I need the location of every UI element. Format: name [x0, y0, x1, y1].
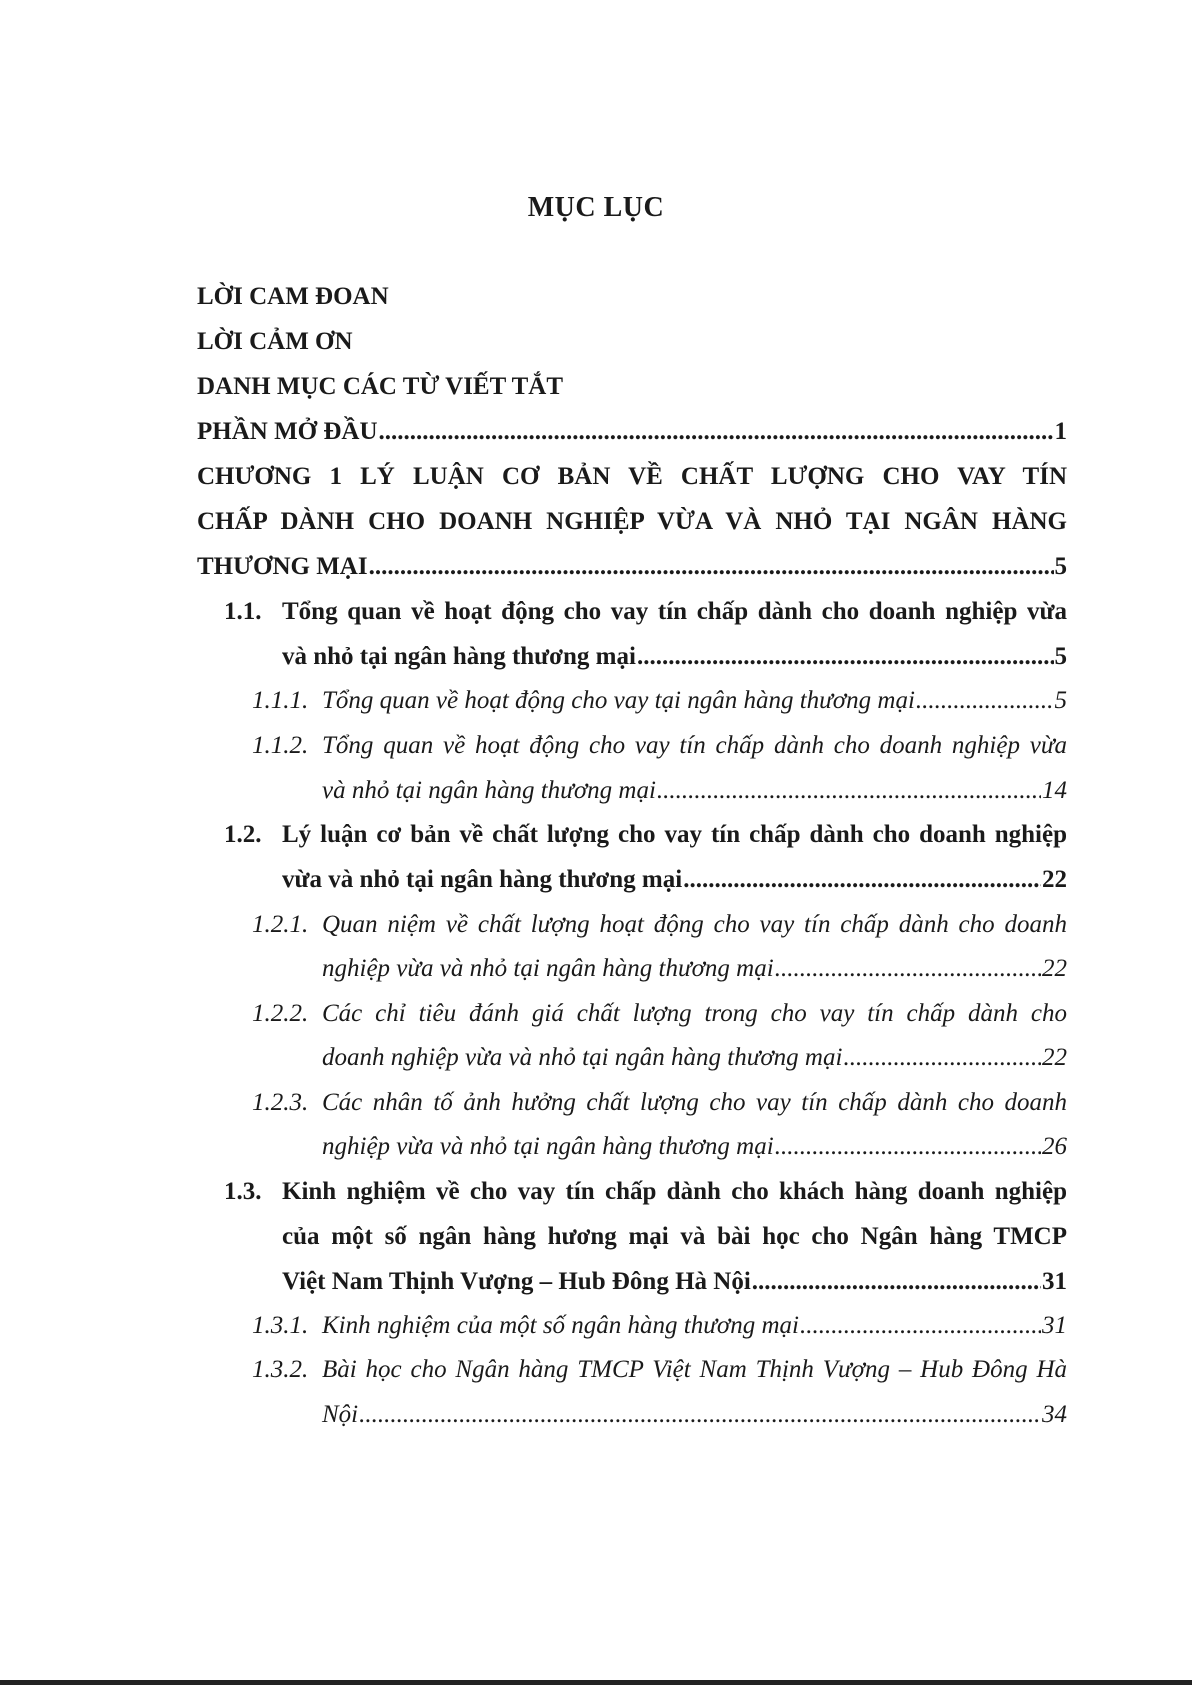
bottom-edge-rule [0, 1680, 1192, 1685]
page-number: 22 [1042, 866, 1067, 893]
subsection-1-3-2-line1[interactable]: Bài học cho Ngân hàng TMCP Việt Nam Thịnh Vượng – Hub Đông Hà [322, 1356, 1067, 1383]
leader-dots [657, 776, 1041, 806]
section-1-2-line2[interactable] [282, 865, 1067, 895]
leader-dots [800, 1311, 1041, 1341]
toc-entry-loi-cam-on[interactable]: LỜI CẢM ƠN [197, 328, 353, 355]
page-number: 5 [1054, 643, 1067, 670]
leader-dots [916, 686, 1054, 716]
page-number: 34 [1042, 1401, 1067, 1428]
section-number: 1.3. [224, 1178, 262, 1205]
section-1-3-line1[interactable]: Kinh nghiệm về cho vay tín chấp dành cho khách hàng doanh nghiệp [282, 1178, 1067, 1205]
entry-text: nghiệp vừa và nhỏ tại ngân hàng thương mại [322, 955, 774, 982]
leader-dots [359, 1400, 1041, 1430]
section-1-2-line1[interactable]: Lý luận cơ bản về chất lượng cho vay tín chấp dành cho doanh nghiệp [282, 821, 1067, 848]
page-number: 1 [1054, 418, 1067, 445]
page-number: 22 [1042, 955, 1067, 982]
page-number: 31 [1042, 1312, 1067, 1339]
subsection-number: 1.2.1. [252, 911, 309, 938]
subsection-number: 1.2.2. [252, 1000, 309, 1027]
entry-text: vừa và nhỏ tại ngân hàng thương mại [282, 866, 683, 893]
section-1-3-line3[interactable] [282, 1267, 1067, 1297]
entry-text: và nhỏ tại ngân hàng thương mại [322, 777, 656, 804]
subsection-1-2-2-line1[interactable]: Các chỉ tiêu đánh giá chất lượng trong cho vay tín chấp dành cho [322, 1000, 1067, 1027]
subsection-1-3-1[interactable] [322, 1311, 1067, 1341]
section-1-1-line1[interactable]: Tổng quan về hoạt động cho vay tín chấp dành cho doanh nghiệp vừa [282, 598, 1067, 625]
page-title: MỤC LỤC [527, 192, 665, 223]
subsection-1-1-1[interactable] [322, 686, 1067, 716]
subsection-1-2-1-line2[interactable] [322, 954, 1067, 984]
leader-dots [379, 417, 1054, 447]
entry-text: THƯƠNG MẠI [197, 553, 368, 580]
entry-text: Tổng quan về hoạt động cho vay tại ngân hàng thương mại [322, 687, 915, 714]
leader-dots [752, 1267, 1041, 1297]
subsection-1-1-2-line1[interactable]: Tổng quan về hoạt động cho vay tín chấp dành cho doanh nghiệp vừa [322, 732, 1067, 759]
page-number: 26 [1042, 1133, 1067, 1160]
subsection-1-2-1-line1[interactable]: Quan niệm về chất lượng hoạt động cho vay tín chấp dành cho doanh [322, 911, 1067, 938]
leader-dots [369, 552, 1054, 582]
page-number: 14 [1042, 777, 1067, 804]
subsection-1-3-2-line2[interactable] [322, 1400, 1067, 1430]
page-number: 5 [1054, 553, 1067, 580]
page-number: 5 [1054, 687, 1067, 714]
toc-entry-danh-muc[interactable]: DANH MỤC CÁC TỪ VIẾT TẮT [197, 373, 564, 400]
subsection-number: 1.1.1. [252, 687, 309, 714]
entry-text: doanh nghiệp vừa và nhỏ tại ngân hàng thương mại [322, 1044, 843, 1071]
subsection-number: 1.2.3. [252, 1089, 309, 1116]
entry-text: Việt Nam Thịnh Vượng – Hub Đông Hà Nội [282, 1268, 751, 1295]
leader-dots [637, 642, 1054, 672]
entry-text: Nội [322, 1401, 359, 1428]
page-number: 31 [1042, 1268, 1067, 1295]
subsection-number: 1.3.1. [252, 1312, 309, 1339]
toc-entry-loi-cam-doan[interactable]: LỜI CAM ĐOAN [197, 283, 389, 310]
subsection-number: 1.1.2. [252, 732, 309, 759]
leader-dots [843, 1043, 1041, 1073]
toc-entry-phan-mo-dau[interactable] [197, 417, 1067, 447]
leader-dots [775, 1132, 1041, 1162]
entry-text: và nhỏ tại ngân hàng thương mại [282, 643, 636, 670]
subsection-number: 1.3.2. [252, 1356, 309, 1383]
subsection-1-2-2-line2[interactable] [322, 1043, 1067, 1073]
section-number: 1.1. [224, 598, 262, 625]
subsection-1-2-3-line1[interactable]: Các nhân tố ảnh hưởng chất lượng cho vay tín chấp dành cho doanh [322, 1089, 1067, 1116]
entry-text: Kinh nghiệm của một số ngân hàng thương mại [322, 1312, 799, 1339]
chapter1-line2[interactable]: CHẤP DÀNH CHO DOANH NGHIỆP VỪA VÀ NHỎ TẠI NGÂN HÀNG [197, 508, 1067, 535]
leader-dots [683, 865, 1041, 895]
section-number: 1.2. [224, 821, 262, 848]
section-1-1-line2[interactable] [282, 642, 1067, 672]
page-number: 22 [1042, 1044, 1067, 1071]
subsection-1-2-3-line2[interactable] [322, 1132, 1067, 1162]
entry-text: PHẦN MỞ ĐẦU [197, 418, 378, 445]
chapter1-line1[interactable]: CHƯƠNG 1 LÝ LUẬN CƠ BẢN VỀ CHẤT LƯỢNG CHO VAY TÍN [197, 463, 1067, 490]
chapter1-line3[interactable] [197, 552, 1067, 582]
subsection-1-1-2-line2[interactable] [322, 776, 1067, 806]
leader-dots [775, 954, 1041, 984]
section-1-3-line2[interactable]: của một số ngân hàng hương mại và bài học cho Ngân hàng TMCP [282, 1223, 1067, 1250]
entry-text: nghiệp vừa và nhỏ tại ngân hàng thương mại [322, 1133, 774, 1160]
